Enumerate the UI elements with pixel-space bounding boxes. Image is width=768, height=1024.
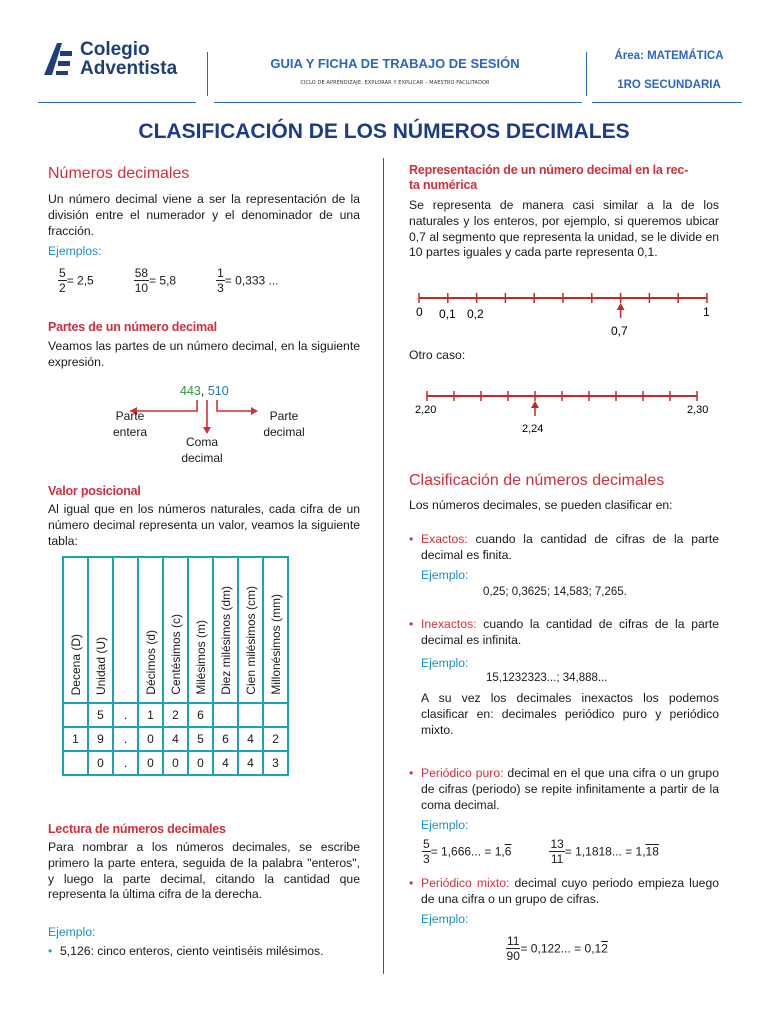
table-cell: 6 — [188, 703, 213, 727]
table-cell — [63, 751, 88, 775]
table-cell: 9 — [88, 727, 113, 751]
tick-label: 2,30 — [687, 404, 709, 416]
tick-label: 2,20 — [415, 404, 437, 416]
number-line-hundredths — [405, 386, 725, 438]
table-header: Centésimos (c) — [163, 557, 188, 703]
table-cell: 0 — [138, 727, 163, 751]
label-decimal-comma: Coma decimal — [181, 435, 223, 465]
table-cell: 6 — [213, 727, 238, 751]
bullet-icon: • — [409, 766, 414, 780]
section-title-positional: Valor posicional — [48, 484, 141, 498]
school-name-line1: Colegio — [80, 39, 150, 60]
fraction-example: $\frac{58}{10}$ = 5,8 — [134, 266, 177, 295]
example-values: 15,1232323...; 34,888... — [486, 672, 608, 684]
number-line-unit — [405, 284, 725, 342]
section-title-decimals: Números decimales — [48, 165, 190, 182]
table-cell — [263, 703, 288, 727]
tick-label: 0,1 — [439, 307, 456, 321]
label-decimal-part: Parte decimal — [263, 409, 305, 439]
bullet-icon: • — [409, 532, 414, 546]
table-cell: . — [113, 703, 138, 727]
tick-label: 0 — [416, 305, 423, 319]
list-item-pure-periodic: • Periódico puro: decimal en el que una cifra o un grupo de cifras (periodo) se repite infinitamente a partir de la coma decimal. — [409, 766, 719, 812]
tick-label: 1 — [703, 305, 710, 319]
label-integer-part: Parte entera — [112, 409, 148, 439]
section-title-parts: Partes de un número decimal — [48, 320, 217, 334]
table-header: Millonésimos (mm) — [263, 557, 288, 703]
examples-label: Ejemplos: — [48, 244, 102, 258]
table-header — [113, 557, 138, 703]
positional-value-table — [62, 556, 289, 776]
decimal-expression: 443, 510 — [180, 384, 229, 398]
table-header: Decena (D) — [63, 557, 88, 703]
list-item: • 5,126: cinco enteros, ciento veintiséis milésimos. — [48, 944, 324, 958]
table-header: Unidad (U) — [88, 557, 113, 703]
mark-label: 0,7 — [611, 324, 628, 338]
table-cell: 2 — [163, 703, 188, 727]
header-rule — [38, 102, 196, 103]
pure-periodic-examples — [422, 837, 659, 866]
fraction-examples — [58, 266, 358, 295]
table-cell: 0 — [138, 751, 163, 775]
adventist-logo-icon — [40, 41, 74, 77]
section-title-number-line: Representación de un número decimal en la rec- ta numérica — [409, 163, 689, 192]
fraction-example: $\frac{5}{2}$ = 2,5 — [59, 266, 94, 295]
page-title: CLASIFICACIÓN DE LOS NÚMEROS DECIMALES — [138, 120, 630, 143]
integer-part: 443 — [180, 384, 201, 398]
example-label: Ejemplo: — [421, 656, 469, 670]
example-label: Ejemplo: — [48, 925, 96, 939]
table-cell: 3 — [263, 751, 288, 775]
other-case-label: Otro caso: — [409, 348, 466, 362]
section-text: Un número decimal viene a ser la representación de la división entre el numerador y el denominador de una fracción. — [48, 192, 360, 238]
table-cell: 4 — [238, 751, 263, 775]
fraction-example: $\frac{13}{11}$ = 1,1818... = 1,18 — [550, 837, 659, 866]
section-title-reading: Lectura de números decimales — [48, 822, 226, 836]
table-cell: 0 — [163, 751, 188, 775]
table-cell: 4 — [238, 727, 263, 751]
header-title: GUIA Y FICHA DE TRABAJO DE SESIÓN — [270, 56, 520, 71]
table-header: Cien milésimos (cm) — [238, 557, 263, 703]
list-item-inexact: • Inexactos: cuando la cantidad de cifras de la parte decimal es infinita. — [409, 617, 719, 647]
example-label: Ejemplo: — [421, 568, 469, 582]
table-cell: 5 — [88, 703, 113, 727]
table-row — [63, 703, 288, 727]
mixed-periodic-example: $\frac{11}{90}$ = 0,122... = 0,12 — [506, 934, 608, 963]
header-rule — [592, 102, 742, 103]
example-label: Ejemplo: — [421, 912, 469, 926]
grade-level: 1RO SECUNDARIA — [617, 79, 721, 91]
bullet-icon: • — [409, 617, 414, 631]
table-cell: 0 — [188, 751, 213, 775]
table-cell: 2 — [263, 727, 288, 751]
list-item-mixed-periodic: • Periódico mixto: decimal cuyo periodo empieza luego de una cifra o un grupo de cifras. — [409, 876, 720, 906]
table-header: Décimos (d) — [138, 557, 163, 703]
section-text: A su vez los decimales inexactos los podemos clasificar en: decimales periódico puro y periódico mixto. — [421, 691, 719, 737]
decimal-part: 510 — [207, 384, 229, 398]
subject-area: Área: MATEMÁTICA — [614, 50, 724, 62]
table-row — [63, 727, 288, 751]
table-cell: . — [113, 727, 138, 751]
bullet-icon: • — [409, 876, 414, 890]
header-subtitle: CICLO DE APRENDIZAJE: EXPLORAR Y EXPLICAR – MAESTRO FACILITADOR — [300, 80, 490, 86]
section-text: Los números decimales, se pueden clasificar en: — [409, 498, 673, 512]
section-title-classification: Clasificación de números decimales — [409, 472, 665, 489]
column-divider — [383, 158, 384, 974]
table-cell — [238, 703, 263, 727]
school-name-line2: Adventista — [80, 58, 178, 79]
table-row — [63, 751, 288, 775]
table-cell — [213, 703, 238, 727]
section-text: Se representa de manera casi similar a la de los naturales y los enteros, por ejemplo, si queremos ubicar 0,7 al segmento que representa la unidad, se le divide en 10 partes iguales y cada parte representa 0,1. — [409, 198, 719, 260]
list-item-exact: • Exactos: cuando la cantidad de cifras de la parte decimal es finita. — [409, 532, 719, 562]
table-cell: 4 — [213, 751, 238, 775]
table-header: Diez milésimos (dm) — [213, 557, 238, 703]
table-header-row — [63, 557, 288, 703]
example-values: 0,25; 0,3625; 14,583; 7,265. — [483, 586, 627, 598]
example-label: Ejemplo: — [421, 818, 469, 832]
tick-label: 0,2 — [467, 307, 484, 321]
table-cell: 1 — [63, 727, 88, 751]
section-text: Para nombrar a los números decimales, se escribe primero la parte entera, seguida de la palabra "enteros", y luego la parte decimal, citando la cantidad que representa la última cifra de la derecha. — [48, 840, 360, 902]
table-cell: 0 — [88, 751, 113, 775]
table-cell: 4 — [163, 727, 188, 751]
section-text: Veamos las partes de un número decimal, en la siguiente expresión. — [48, 339, 360, 369]
table-cell: 5 — [188, 727, 213, 751]
table-header: Milésimos (m) — [188, 557, 213, 703]
mark-label: 2,24 — [522, 423, 544, 435]
page-header — [0, 0, 768, 100]
bullet-icon: • — [48, 944, 53, 958]
fraction-example: $\frac{5}{3}$ = 1,666... = 1,6 — [423, 837, 512, 866]
fraction-example: $\frac{1}{3}$ = 0,333 ... — [217, 266, 279, 295]
table-cell: . — [113, 751, 138, 775]
school-logo — [40, 40, 177, 78]
section-text: Al igual que en los números naturales, cada cifra de un número decimal representa un valor, veamos la siguiente tabla: — [48, 502, 360, 548]
table-cell: 1 — [138, 703, 163, 727]
table-cell — [63, 703, 88, 727]
header-rule — [214, 102, 582, 103]
